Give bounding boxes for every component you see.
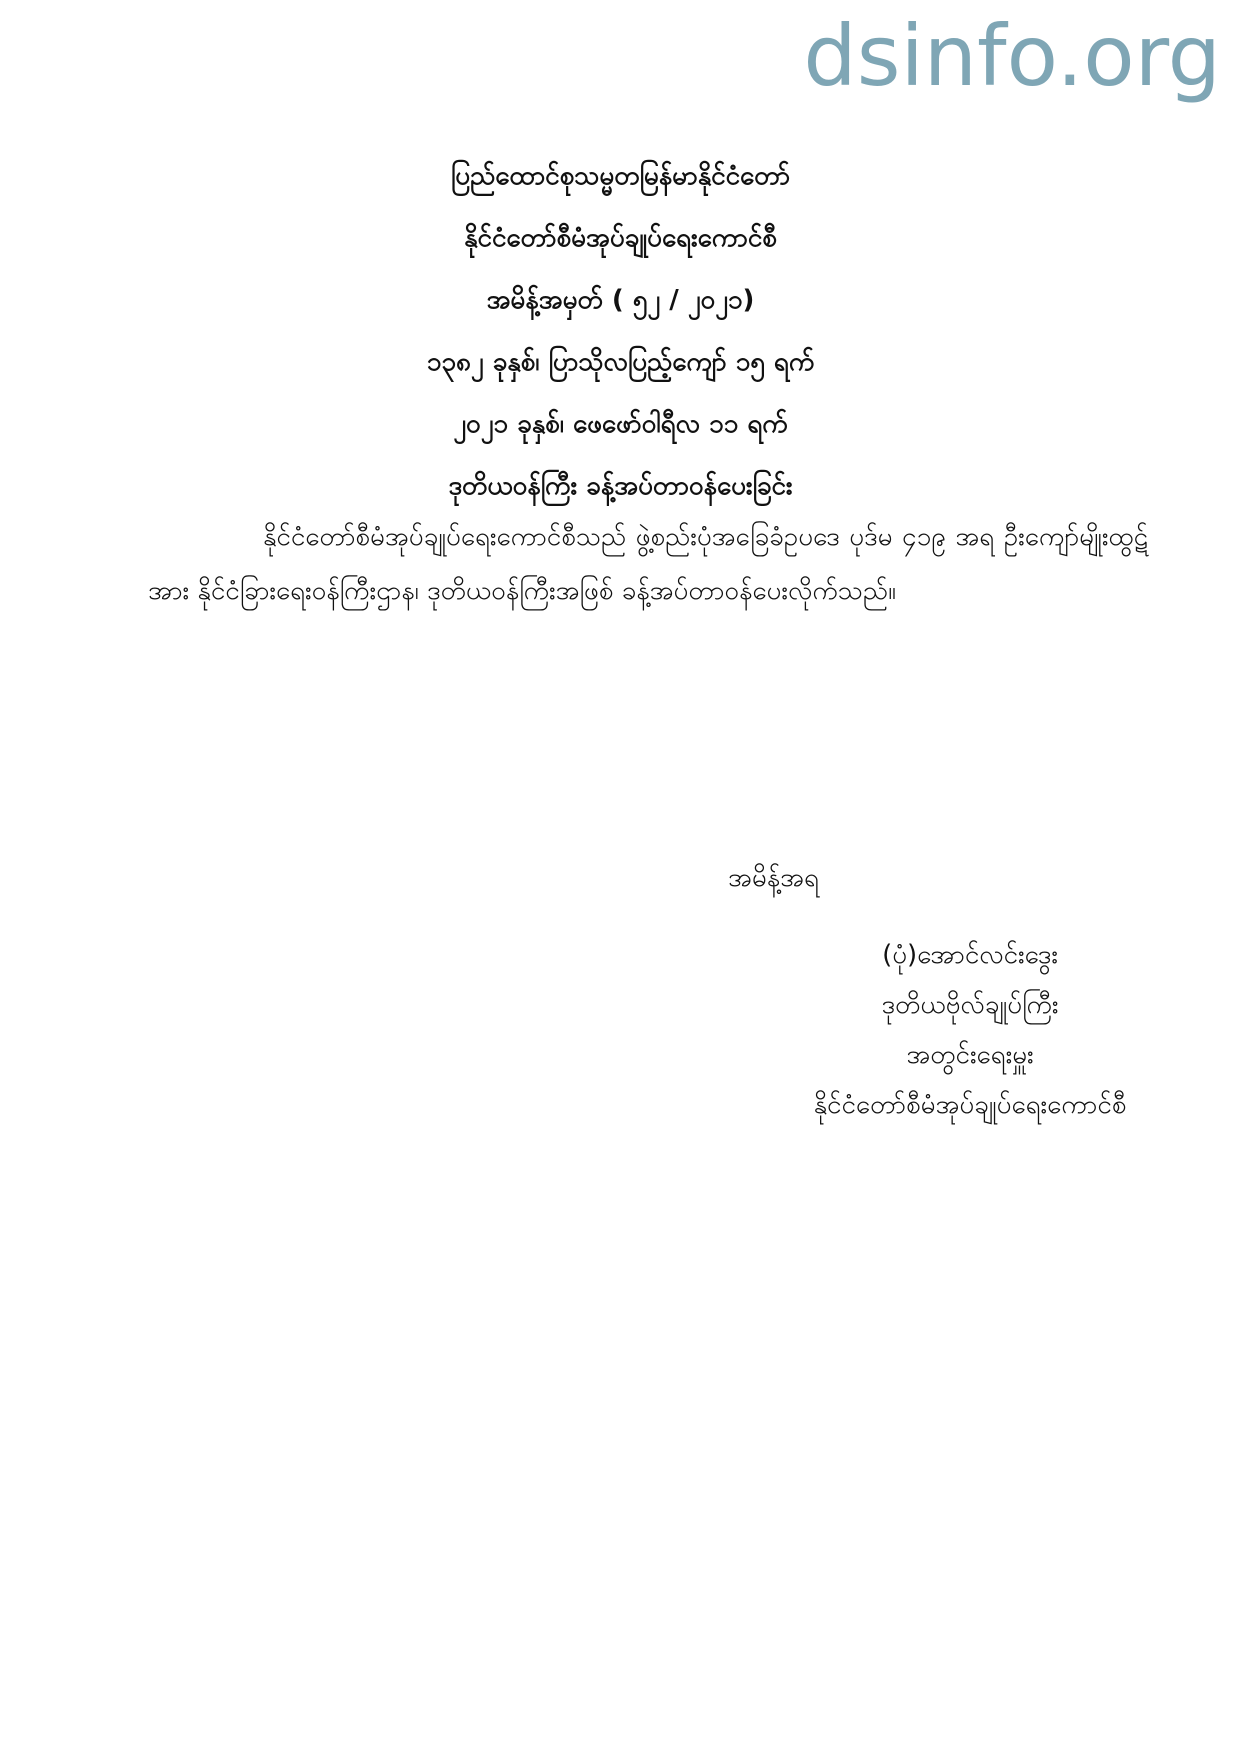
signatory-rank: ဒုတိယဗိုလ်ချုပ်ကြီး: [881, 990, 1059, 1020]
myanmar-date: ၁၃၈၂ ခုနှစ်၊ ပြာသိုလပြည့်ကျော် ၁၅ ရက်: [426, 347, 815, 377]
order-paragraph: နိုင်ငံတော်စီမံအုပ်ချုပ်ရေးကောင်စီသည် ဖွဲ့စည်းပုံအခြေခံဥပဒေ ပုဒ်မ ၄၁၉ အရ ဦးကျော်မျိုးထွဋ်အား နိုင်ငံခြားရေးဝန်ကြီးဌာန၊ ဒုတိယဝန်ကြီးအဖြစ် ခန့်အပ်တာဝန်ပေးလိုက်သည်။: [148, 522, 1148, 606]
signatory-role: အတွင်းရေးမှူး: [906, 1040, 1034, 1070]
issuer-name: နိုင်ငံတော်စီမံအုပ်ချုပ်ရေးကောင်စီ: [464, 223, 777, 253]
signature-block: [760, 930, 1180, 1130]
document-header: [0, 145, 1241, 517]
order-subject: ဒုတိယဝန်ကြီး ခန့်အပ်တာဝန်ပေးခြင်း: [448, 471, 793, 501]
signatory-organization: နိုင်ငံတော်စီမံအုပ်ချုပ်ရေးကောင်စီ: [813, 1090, 1127, 1120]
gregorian-date: ၂၀၂၁ ခုနှစ်၊ ဖေဖော်ဝါရီလ ၁၁ ရက်: [453, 409, 788, 439]
signatory-name: (ပုံ)အောင်လင်းဒွေး: [882, 940, 1058, 970]
order-number: အမိန့်အမှတ် ( ၅၂ / ၂၀၂၁): [486, 285, 755, 315]
state-name: ပြည်ထောင်စုသမ္မတမြန်မာနိုင်ငံတော်: [450, 161, 791, 191]
by-order-label: အမိန့်အရ: [728, 863, 819, 893]
watermark-logo: dsinfo.org: [803, 7, 1221, 105]
